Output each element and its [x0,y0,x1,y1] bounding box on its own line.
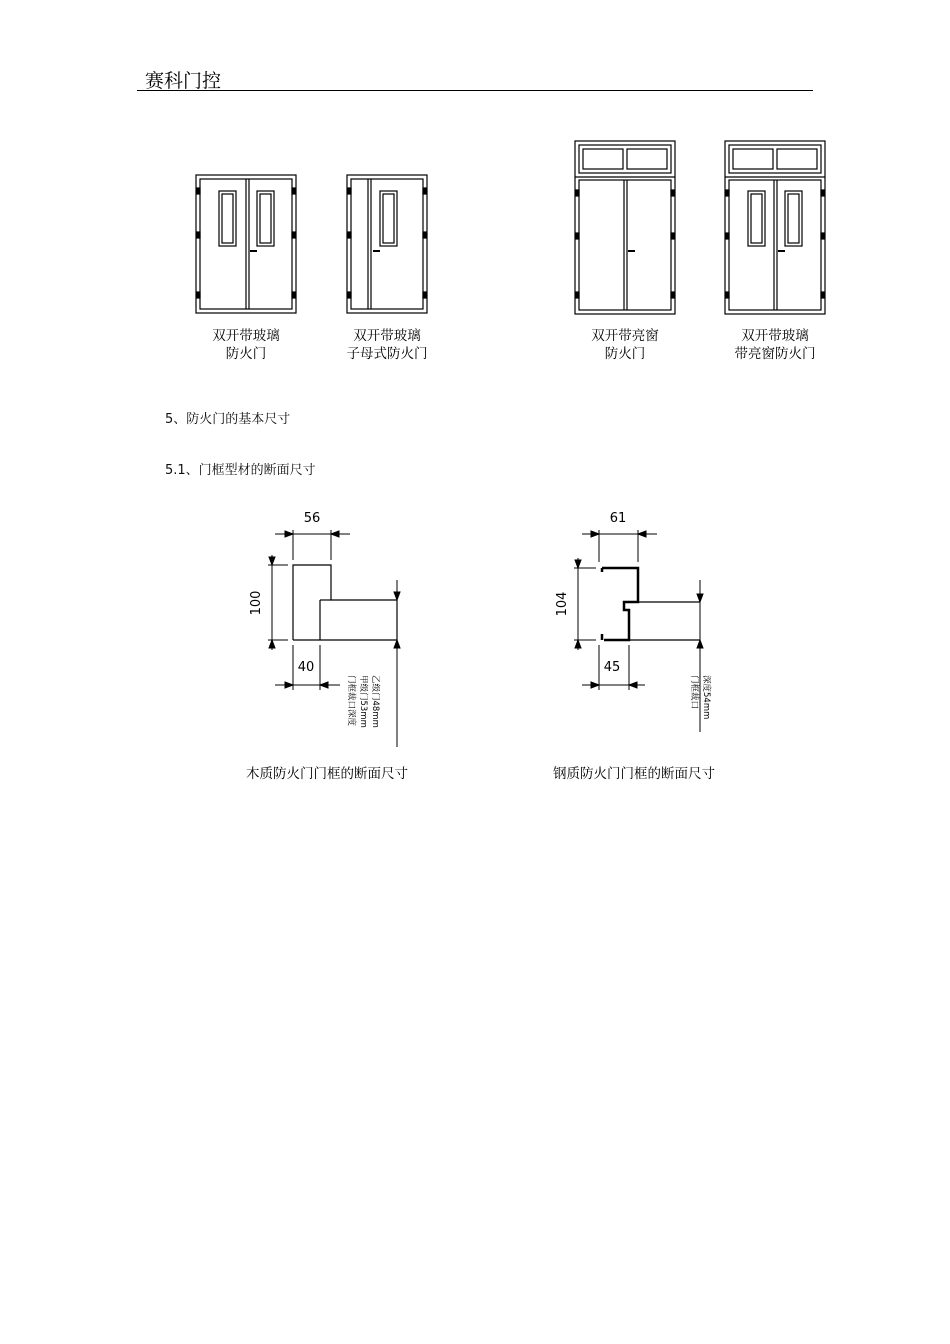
door-caption-1 [176,327,316,363]
steel-frame-section-drawing [540,500,760,760]
wood-note-2: 甲级门53mm [358,675,368,728]
double-door-glass-icon [196,175,296,313]
section-5-1-heading: 5.1、门框型材的断面尺寸 [165,463,316,478]
steel-height-label: 104 [555,591,570,617]
page-header-title: 赛科门控 [145,70,222,92]
door-caption-3-line2: 防火门 [604,346,646,362]
steel-note-2: 深度54mm [701,675,711,720]
door-caption-3-line1: 双开带亮窗 [591,328,659,344]
steel-note-1: 门框裁口 [689,675,699,710]
door-caption-4-line2: 带亮窗防火门 [734,346,816,362]
steel-width-top-label: 61 [609,511,627,526]
wood-note-1: 门框裁口深度 [346,675,356,727]
steel-width-bottom-label: 45 [603,660,621,675]
steel-frame-caption: 钢质防火门门框的断面尺寸 [553,766,715,782]
wood-width-bottom-label: 40 [297,660,315,675]
door-illustrations [0,0,950,330]
mother-son-door-glass-icon [347,175,427,313]
door-caption-2-line2: 子母式防火门 [346,346,428,362]
door-caption-2 [317,327,457,363]
door-caption-4-line1: 双开带玻璃 [741,328,809,344]
wood-height-label: 100 [249,590,264,616]
wood-note-3: 乙级门48mm [370,675,380,728]
double-door-glass-transom-icon [725,141,825,314]
double-door-transom-icon [575,141,675,314]
door-caption-2-line1: 双开带玻璃 [353,328,421,344]
door-caption-1-line1: 双开带玻璃 [212,328,280,344]
section-5-heading: 5、防火门的基本尺寸 [165,412,291,427]
door-caption-1-line2: 防火门 [225,346,267,362]
door-caption-4 [705,327,845,363]
wood-width-top-label: 56 [303,511,321,526]
door-caption-3 [555,327,695,363]
wood-frame-section-drawing [230,500,450,760]
wood-frame-caption: 木质防火门门框的断面尺寸 [246,766,408,782]
